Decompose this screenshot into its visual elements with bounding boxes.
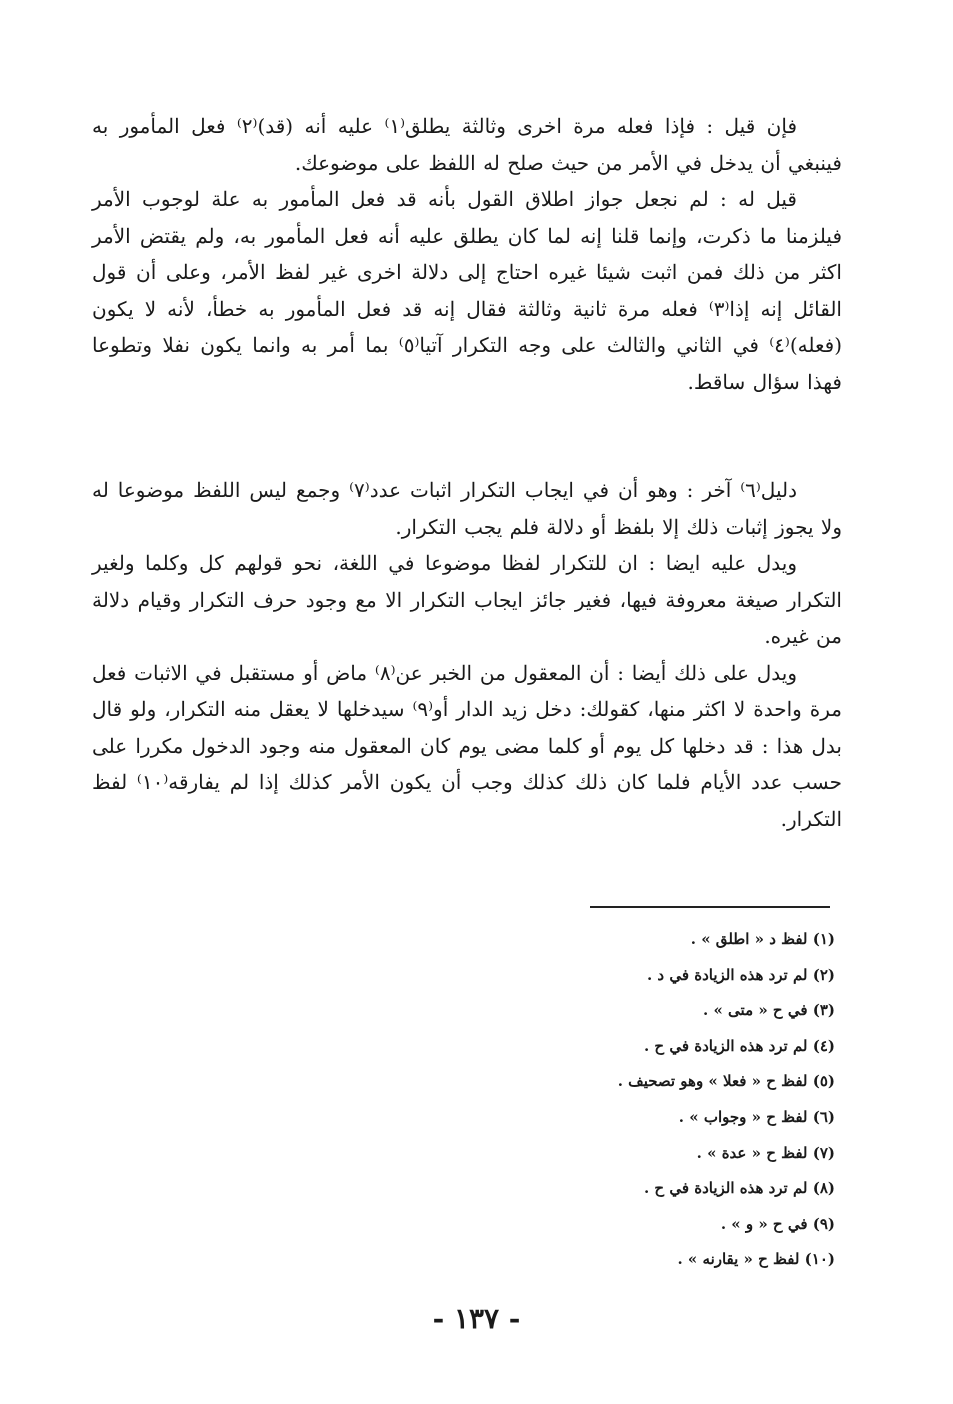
- footnote-item: (٨) لم ترد هذه الزيادة في ح .: [643, 1179, 835, 1198]
- footnote-item: (٩) في ح « و » .: [720, 1214, 835, 1233]
- footnote-item: (٥) لفظ ح « فعلا » وهو تصحيف .: [617, 1072, 835, 1091]
- footnote-item: (١٠) لفظ ح « يقارنه » .: [677, 1250, 835, 1269]
- main-text: [92, 108, 842, 837]
- footnote-item: (٣) في ح « متى » .: [703, 1001, 835, 1020]
- page-number: - ١٣٧ -: [432, 1302, 521, 1335]
- paragraph-past-future-report: ويدل على ذلك أيضا : أن المعقول من الخبر عن⁽٨⁾ ماض أو مستقبل في الاثبات فعل مرة واحدة لا اكثر منها، كقولك: دخل زيد الدار أو⁽٩⁾ سيدخلها لا يعقل منه التكرار، ولو قال بدل هذا : قد دخلها كل يوم أو كلما مضى يوم كان المعقول منه وجود الدخول مكررا على حسب عدد الأيام فلما كان ذلك كذلك وجب أن يكون الأمر كذلك إذا لم يفارقه⁽١٠⁾ لفظ التكرار.: [92, 660, 843, 831]
- footnote-item: (١) لفظ د « اطلق » .: [690, 930, 835, 948]
- footnotes-list: [355, 922, 835, 1278]
- paragraph-reply: قيل له : لم نجعل جواز اطلاق القول بأنه قد فعل المأمور به علة لوجوب الأمر فيلزمنا ما ذكرت، وإنما قلنا إنه لما كان يطلق عليه أنه فعل المأمور به، ولم يقتض الأمر اكثر من ذلك فمن اثبت شيئا غيره احتاج إلى دلالة اخرى غير لفظ الأمر، وعلى أن قول القائل إنه إذا⁽٣⁾ فعله مرة ثانية وثالثة فقال إنه قد فعل المأمور به خطأ، لأنه لا يكون (فعله)⁽٤⁾ في الثاني والثالث على وجه التكرار آتيا⁽٥⁾ بما أمر به وانما يكون نفلا وتطوعا فهذا سؤال ساقط.: [92, 187, 842, 394]
- footnote-separator: [590, 906, 830, 908]
- paragraph-objection: فإن قيل : فإذا فعله مرة اخرى وثالثة يطلق⁽١⁾ عليه أنه (قد)⁽٢⁾ فعل المأمور به فينبغي أن يدخل في الأمر من حيث صلح له اللفظ على موضوعك.: [92, 114, 842, 175]
- paragraph-another-proof: دليل⁽٦⁾ آخر : وهو أن في ايجاب التكرار اثبات عدد⁽٧⁾ وجمع ليس اللفظ موضوعا له ولا يجوز إثبات ذلك إلا بلفظ أو دلالة فلم يجب التكرار.: [92, 478, 842, 539]
- footnote-item: (٢) لم ترد هذه الزيادة في د .: [646, 965, 835, 984]
- paragraph-repetition-wording: ويدل عليه ايضا : ان للتكرار لفظا موضوعا في اللغة، نحو قولهم كل وكلما ولغير التكرار صيغة معروفة فيها، فغير جائز ايجاب التكرار الا مع وجود حرف التكرار وقيام دلالة من غيره.: [92, 551, 842, 648]
- footnote-item: (٤) لم ترد هذه الزيادة في ح .: [643, 1036, 835, 1055]
- footnote-item: (٦) لفظ ح « وجواب » .: [678, 1107, 835, 1126]
- footnote-item: (٧) لفظ ح « عدة » .: [696, 1143, 835, 1162]
